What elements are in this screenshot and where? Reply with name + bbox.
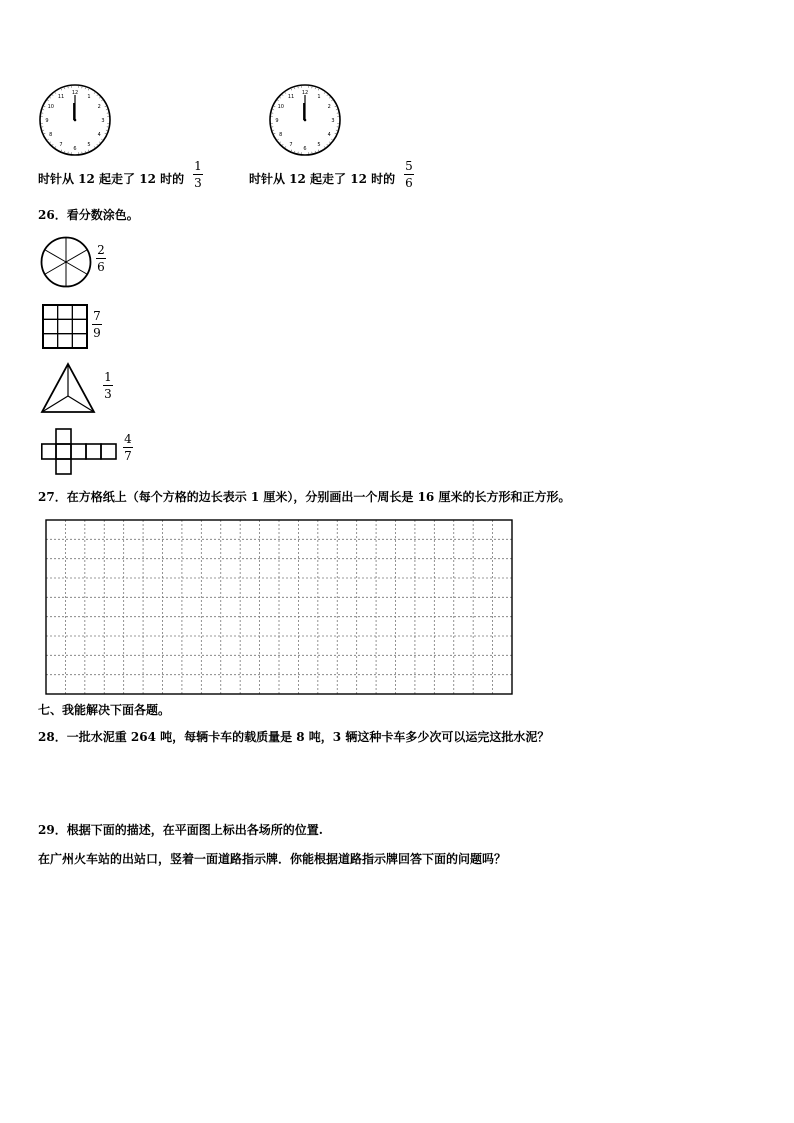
grid-paper[interactable] — [45, 519, 513, 695]
minute-tick — [324, 146, 325, 147]
minute-tick — [101, 139, 102, 140]
q29-text: 在广州火车站的出站口，竖着一面道路指示牌．你能根据道路指示牌回答下面的问题吗？ — [38, 852, 507, 866]
clock-number: 10 — [47, 104, 54, 110]
minute-tick — [274, 106, 275, 107]
clock-1-caption: 时针从 12 起走了 12 时的 — [38, 172, 185, 186]
fraction-numerator: 5 — [405, 159, 413, 173]
minute-tick — [282, 95, 283, 96]
minute-tick — [94, 146, 95, 147]
clock-number: 7 — [59, 142, 63, 149]
minute-tick — [318, 150, 319, 151]
clock-number: 1 — [87, 93, 91, 100]
clock-number: 6 — [73, 146, 77, 152]
minute-tick — [88, 89, 89, 90]
clock-number: 9 — [275, 118, 279, 124]
minute-tick — [105, 106, 106, 107]
minute-tick — [277, 100, 278, 101]
minute-tick — [291, 150, 292, 151]
clock-number: 8 — [279, 132, 283, 138]
clock-number: 3 — [331, 118, 335, 124]
fraction-denominator: 6 — [97, 260, 105, 274]
minute-tick — [327, 95, 328, 96]
clock-number: 3 — [101, 118, 105, 124]
clock-2-caption: 时针从 12 起走了 12 时的 — [249, 172, 396, 186]
shape-3-fraction — [103, 370, 113, 401]
minute-tick — [285, 146, 286, 147]
fraction-bar — [103, 385, 113, 386]
fraction-numerator: 4 — [124, 432, 132, 446]
minute-tick — [55, 146, 56, 147]
clock-number: 12 — [301, 90, 309, 96]
clock-number: 12 — [71, 90, 79, 96]
minute-tick — [99, 97, 100, 98]
clock-center — [74, 119, 77, 122]
q29-title: 29．根据下面的描述，在平面图上标出各场所的位置. — [38, 823, 323, 837]
minute-tick — [88, 150, 89, 151]
fraction-bar — [92, 324, 102, 325]
shape-1-fraction — [96, 243, 106, 274]
fraction-denominator: 9 — [93, 326, 101, 340]
clock-number: 7 — [289, 142, 293, 149]
minute-tick — [335, 106, 336, 107]
fraction-numerator: 1 — [194, 159, 202, 173]
fraction-denominator: 6 — [405, 176, 413, 190]
fraction-denominator: 7 — [124, 449, 132, 463]
clock-2-fraction — [404, 159, 414, 190]
clock-1-fraction — [193, 159, 203, 190]
clock-number: 5 — [87, 142, 91, 149]
minute-tick — [331, 139, 332, 140]
cross-net-shape — [41, 428, 121, 476]
minute-tick — [101, 100, 102, 101]
minute-tick — [52, 95, 53, 96]
minute-tick — [329, 142, 330, 143]
fraction-numerator: 7 — [93, 309, 101, 323]
minute-tick — [97, 144, 98, 145]
minute-tick — [97, 95, 98, 96]
clock-number: 11 — [57, 93, 65, 100]
fraction-bar — [123, 447, 133, 448]
minute-tick — [44, 106, 45, 107]
minute-tick — [47, 139, 48, 140]
q27-title: 27．在方格纸上（每个方格的边长表示 1 厘米），分别画出一个周长是 16 厘米的长方形和正方形。 — [38, 490, 571, 504]
minute-tick — [274, 133, 275, 134]
minute-tick — [277, 139, 278, 140]
grid-border — [46, 520, 512, 694]
minute-tick — [324, 92, 325, 93]
fraction-numerator: 1 — [104, 370, 112, 384]
minute-tick — [44, 133, 45, 134]
minute-tick — [280, 142, 281, 143]
minute-tick — [327, 144, 328, 145]
minute-tick — [50, 142, 51, 143]
clock-number: 10 — [277, 104, 284, 110]
q26-title: 26．看分数涂色。 — [38, 208, 139, 222]
fraction-bar — [193, 174, 203, 175]
clock-2 — [268, 83, 342, 157]
clock-number: 4 — [327, 132, 331, 138]
clock-number: 11 — [287, 93, 295, 100]
fraction-bar — [96, 258, 106, 259]
minute-tick — [291, 89, 292, 90]
minute-tick — [285, 92, 286, 93]
clock-number: 8 — [49, 132, 53, 138]
clock-number: 1 — [317, 93, 321, 100]
minute-tick — [50, 97, 51, 98]
minute-tick — [94, 92, 95, 93]
clock-center — [304, 119, 307, 122]
clock-number: 4 — [97, 132, 101, 138]
clock-1 — [38, 83, 112, 157]
fraction-bar — [404, 174, 414, 175]
minute-tick — [99, 142, 100, 143]
minute-tick — [105, 133, 106, 134]
clock-number: 9 — [45, 118, 49, 124]
shape-4-fraction — [123, 432, 133, 463]
triangle-3-parts-shape — [40, 362, 96, 414]
minute-tick — [335, 133, 336, 134]
fraction-numerator: 2 — [97, 243, 105, 257]
section-7-heading: 七、我能解决下面各题。 — [38, 703, 171, 717]
clock-number: 2 — [327, 104, 331, 110]
circle-6-sectors-shape — [40, 236, 92, 288]
minute-tick — [47, 100, 48, 101]
shape-2-fraction — [92, 309, 102, 340]
grid-3x3-shape — [42, 304, 88, 349]
fraction-denominator: 3 — [104, 387, 112, 401]
minute-tick — [318, 89, 319, 90]
clock-number: 5 — [317, 142, 321, 149]
minute-tick — [280, 97, 281, 98]
minute-tick — [55, 92, 56, 93]
minute-tick — [61, 150, 62, 151]
minute-tick — [61, 89, 62, 90]
q28-title: 28．一批水泥重 264 吨，每辆卡车的载质量是 8 吨，3 辆这种卡车多少次可以运完这批水泥？ — [38, 730, 550, 744]
fraction-denominator: 3 — [194, 176, 202, 190]
clock-number: 2 — [97, 104, 101, 110]
minute-tick — [329, 97, 330, 98]
clock-number: 6 — [303, 146, 307, 152]
minute-tick — [282, 144, 283, 145]
minute-tick — [52, 144, 53, 145]
minute-tick — [331, 100, 332, 101]
